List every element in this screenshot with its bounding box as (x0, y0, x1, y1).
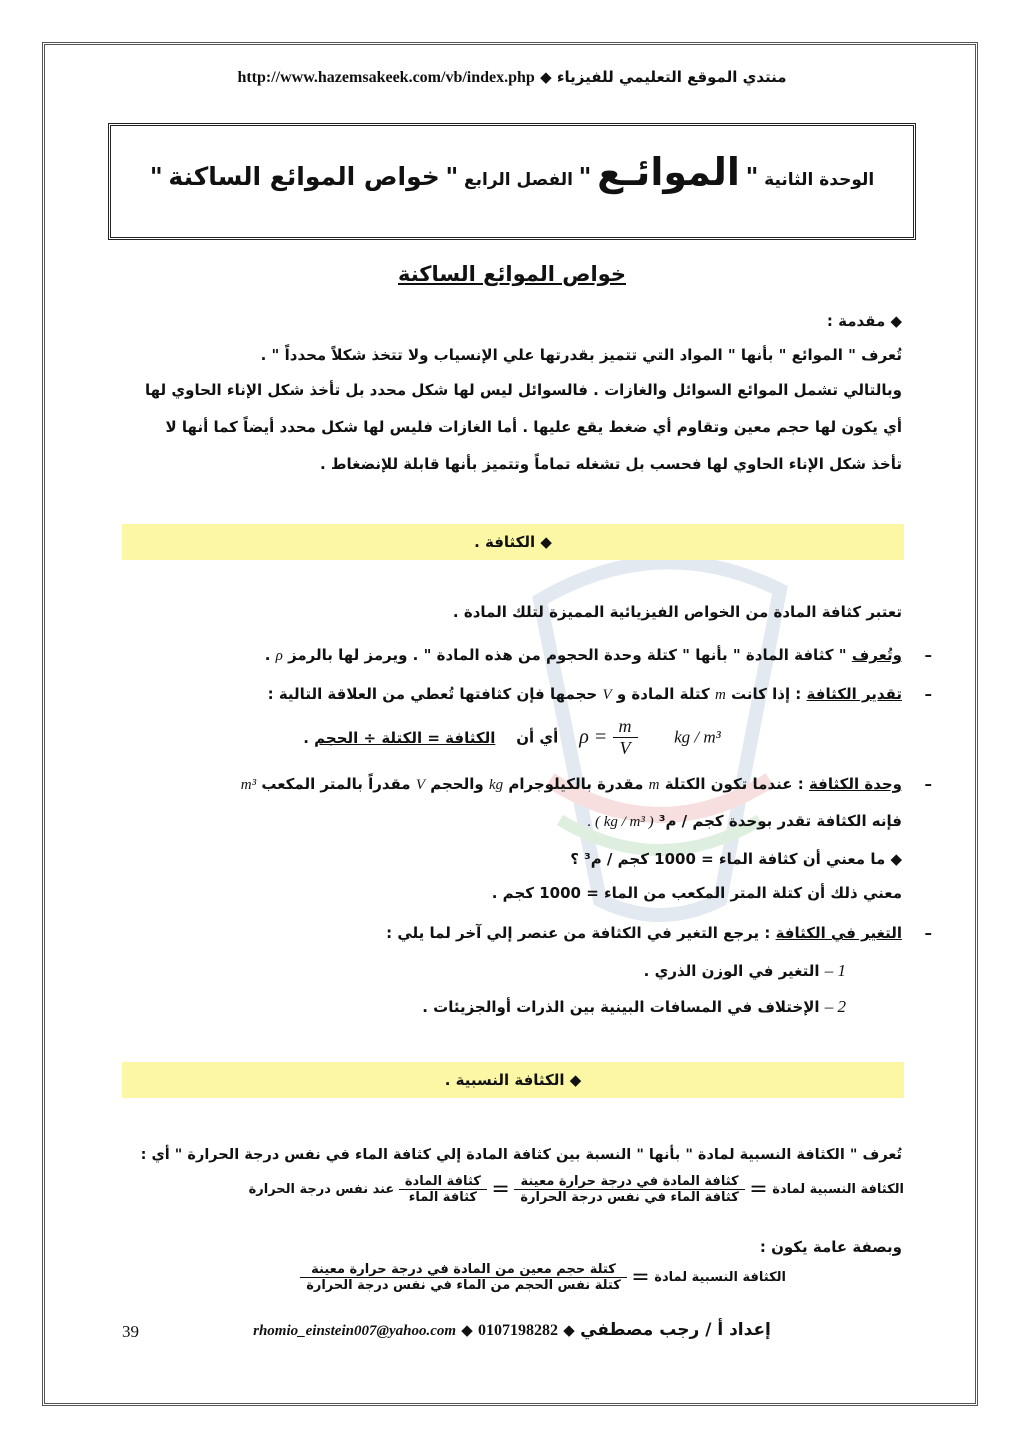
water-question: ◆ ما معني أن كثافة الماء = 1000 كجم / م³ ؟ (570, 850, 902, 868)
section-band-relative (122, 1062, 904, 1098)
diamond-icon: ◆ (540, 68, 552, 86)
estimate-text: حجمها فإن كثافتها تُعطي من العلاقة التالية : (267, 685, 598, 703)
density-definition: – وتُعرف " كثافة المادة " بأنها " كتلة وحدة الحجوم من هذه المادة " . ويرمز لها بالرمز ρ . (264, 646, 932, 664)
general-case: وبصفة عامة يكون : (759, 1238, 902, 1256)
formula-tail: عند نفس درجة الحرارة (248, 1182, 395, 1197)
equals-sign: = (491, 1177, 510, 1202)
item-text: التغير في الوزن الذري . (643, 962, 820, 980)
mass-symbol: m (714, 687, 726, 703)
unit-text: مقدرة بالكيلوجرام (508, 775, 644, 793)
estimate-text: كتلة المادة و (616, 685, 710, 703)
def-text: " كثافة المادة " بأنها " كتلة وحدة الحجوم من هذه المادة " . ويرمز لها بالرمز (288, 646, 847, 664)
intro-heading: ◆ مقدمة : (826, 312, 902, 330)
density-estimate: – تقدير الكثافة : إذا كانت m كتلة المادة و V حجمها فإن كثافتها تُعطي من العلاقة التالية : (267, 685, 932, 703)
diamond-icon: ◆ (461, 1321, 473, 1339)
intro-line: وبالتالي تشمل الموائع السوائل والغازات . فالسوائل ليس لها شكل محدد بل تأخذ شكل الإناء الحاوي لها (145, 381, 902, 399)
fraction-numerator: كثافة المادة في درجة حرارة معينة (514, 1174, 744, 1190)
fraction-numerator: كتلة حجم معين من المادة في درجة حرارة معينة (300, 1262, 627, 1278)
title-chapter: الفصل الرابع (464, 170, 573, 190)
item-text: الإختلاف في المسافات البينية بين الذرات أوالجزيئات . (422, 998, 820, 1016)
density-intro: تعتبر كثافة المادة من الخواص الفيزيائية المميزة لتلك المادة . (452, 603, 902, 621)
formula-ai: أي أن (516, 728, 559, 747)
item-number: 1 – (824, 961, 846, 980)
intro-line: تأخذ شكل الإناء الحاوي لها فحسب بل تشغله تماماً وتتميز بأنها قابلة للإنضغاط . (320, 455, 902, 473)
footer-author: إعداد أ / رجب مصطفي (580, 1320, 771, 1340)
unit-symbol: ( kg / m³ ) . (587, 814, 654, 830)
formula-rho: ρ = (579, 726, 608, 748)
relative-formula-1 (122, 1174, 904, 1205)
formula-fraction (613, 716, 638, 759)
estimate-label: تقدير الكثافة (806, 685, 902, 703)
title-quote: " (745, 162, 759, 191)
title-topic: خواص الموائع الساكنة (168, 162, 440, 191)
page-header (60, 68, 964, 87)
equals-sign: = (749, 1177, 768, 1202)
intro-line: أي يكون لها حجم معين وتقاوم أي ضغط يقع عليها . أما الغازات فليس لها شكل محدد أيضاً كما أنها لا (165, 418, 902, 436)
unit-label: وحدة الكثافة (808, 775, 902, 793)
formula-words: الكثافة = الكتلة ÷ الحجم (314, 728, 496, 747)
title-quote: " (149, 162, 163, 191)
section-band-density (122, 524, 904, 560)
density-unit: – وحدة الكثافة : عندما تكون الكتلة m مقدرة بالكيلوجرام kg والحجم V مقدراً بالمتر المكعب m³ (240, 775, 932, 793)
kg-symbol: kg (488, 777, 504, 793)
title-main: الموائـع (597, 150, 740, 194)
page-footer (60, 1320, 964, 1340)
formula-lhs: الكثافة النسبية لمادة (654, 1270, 786, 1285)
item-number: 2 – (824, 997, 846, 1016)
volume-symbol: V (602, 687, 612, 703)
fraction-denominator: V (619, 738, 631, 758)
footer-email[interactable]: rhomio_einstein007@yahoo.com (253, 1323, 457, 1339)
rho-symbol: ρ (275, 648, 283, 664)
fraction-numerator: m (613, 716, 638, 738)
diamond-icon: ◆ (563, 1321, 575, 1339)
def-end: . (264, 646, 271, 664)
formula-unit: kg / m³ (674, 727, 721, 747)
change-text: : يرجع التغير في الكثافة من عنصر إلي آخر لما يلي : (386, 924, 771, 942)
page-number: 39 (122, 1322, 139, 1341)
density-change: – التغير في الكثافة : يرجع التغير في الكثافة من عنصر إلي آخر لما يلي : (386, 924, 932, 942)
fraction-denominator: كثافة الماء في نفس درجة الحرارة (520, 1190, 739, 1205)
m3-symbol: m³ (240, 777, 257, 793)
change-item (120, 960, 846, 982)
formula-lhs: الكثافة النسبية لمادة (772, 1182, 904, 1197)
title-unit: الوحدة الثانية (764, 170, 875, 190)
title-quote: " (445, 162, 459, 191)
section-band-label: ◆ الكثافة . (474, 533, 552, 551)
fraction-denominator: كثافة الماء (408, 1190, 477, 1205)
formula-fraction (399, 1174, 487, 1205)
unit-text: والحجم (430, 775, 484, 793)
header-forum: منتدي الموقع التعليمي للفيزياء (556, 68, 787, 86)
relative-formula-2 (122, 1262, 786, 1293)
intro-line: تُعرف " الموائع " بأنها " المواد التي تتميز بقدرتها علي الإنسياب ولا تتخذ شكلاً محدداً " . (260, 346, 902, 364)
density-unit-line2 (120, 810, 902, 833)
estimate-text: : إذا كانت (731, 685, 802, 703)
relative-definition: تُعرف " الكثافة النسبية لمادة " بأنها " النسبة بين كثافة المادة إلي كثافة الماء في نفس درجة الحرارة " أي : (140, 1147, 902, 1163)
change-item (120, 996, 846, 1018)
equals-sign: = (631, 1265, 650, 1290)
density-formula (0, 716, 1024, 759)
change-label: التغير في الكثافة (775, 924, 902, 942)
fraction-numerator: كثافة المادة (399, 1174, 487, 1190)
unit-text: فإنه الكثافة تقدر بوحدة كجم / م³ (658, 812, 902, 830)
unit-text: : عندما تكون الكتلة (664, 775, 804, 793)
footer-phone: 0107198282 (478, 1322, 559, 1339)
header-url[interactable]: http://www.hazemsakeek.com/vb/index.php (237, 69, 535, 86)
formula-fraction (300, 1262, 627, 1293)
water-answer: معني ذلك أن كتلة المتر المكعب من الماء = 1000 كجم . (491, 884, 902, 902)
def-prefix: وتُعرف (851, 646, 902, 664)
section-subtitle: خواص الموائع الساكنة (398, 262, 626, 286)
volume-symbol: V (415, 777, 425, 793)
mass-symbol: m (648, 777, 660, 793)
fraction-denominator: كتلة نفس الحجم من الماء في نفس درجة الحرارة (306, 1278, 621, 1293)
formula-fraction (514, 1174, 744, 1205)
formula-end: . (303, 728, 309, 747)
section-band-label: ◆ الكثافة النسبية . (444, 1071, 582, 1089)
unit-text: مقدراً بالمتر المكعب (261, 775, 411, 793)
title-quote: " (578, 162, 592, 191)
title-line (108, 150, 916, 194)
